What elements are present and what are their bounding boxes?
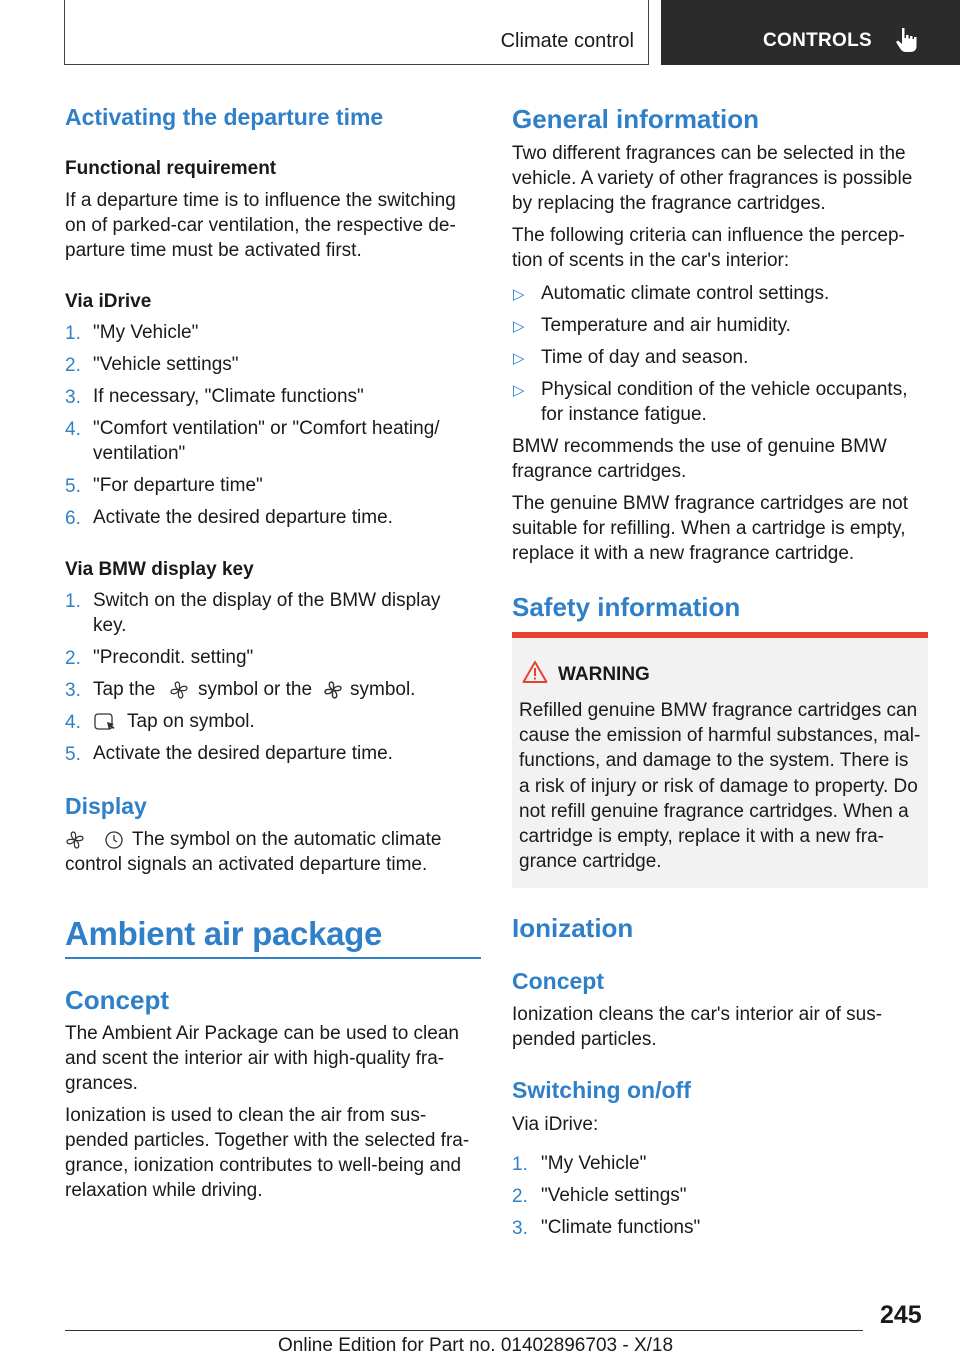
pointing-hand-icon (893, 26, 919, 54)
clock-icon (104, 830, 124, 850)
ambient-air-heading: Ambient air package (65, 915, 383, 952)
general-paragraph-1: Two different fragrances can be selected in the vehicle. A variety of other fragrances is possible by replacing the fragrance cartridges. (512, 143, 913, 214)
step-number: 1. (512, 1154, 528, 1175)
display-heading: Display (65, 793, 147, 819)
footer-edition: Online Edition for Part no. 01402896703 - X/18 (278, 1335, 674, 1356)
list-item: symbol. (350, 679, 416, 700)
display-text-line2: control signals an activated departure time. (65, 854, 428, 875)
general-information-heading: General information (512, 104, 760, 134)
step-number: 5. (65, 476, 81, 497)
fan-icon (65, 830, 85, 850)
list-item: "Vehicle settings" (541, 1185, 687, 1206)
warning-title: WARNING (558, 664, 650, 685)
step-number: 5. (65, 744, 81, 765)
step-number: 6. (65, 508, 81, 529)
list-item: "Vehicle settings" (93, 354, 239, 375)
concept-paragraph-2: Ionization is used to clean the air from sus- pended particles. Together with the selected fra- grance, ionization contributes to well-being and relaxation while driving. (65, 1105, 470, 1201)
list-item: If necessary, "Climate functions" (93, 386, 364, 407)
via-key-heading: Via BMW display key (65, 559, 254, 580)
warning-text: Refilled genuine BMW fragrance cartridges can cause the emission of harmful substances, mal- functions, and damage to the system. There is a risk of injury or risk of damage to property. Do not refill genuine fragrance cartridges. When a cartridge is empty, replace it with a new fra- grance cartridge. (519, 700, 921, 873)
page-number: 245 (880, 1301, 922, 1329)
ionization-heading: Ionization (512, 913, 634, 943)
list-item: Activate the desired departure time. (93, 743, 393, 764)
step-number: 2. (65, 355, 81, 376)
list-item: Tap on symbol. (127, 711, 255, 732)
list-item: symbol or the (198, 679, 313, 700)
safety-information-heading: Safety information (512, 592, 741, 622)
step-number: 2. (65, 648, 81, 669)
concept-paragraph-1: The Ambient Air Package can be used to clean and scent the interior air with high-quality fra- grances. (65, 1023, 459, 1094)
step-number: 2. (512, 1186, 528, 1207)
list-item: Temperature and air humidity. (541, 315, 791, 336)
header-chapter-box (661, 0, 960, 65)
warning-box (512, 632, 928, 888)
list-item: Switch on the display of the BMW display key. (93, 590, 441, 636)
step-number: 3. (65, 387, 81, 408)
general-paragraph-3: BMW recommends the use of genuine BMW fragrance cartridges. (512, 436, 887, 482)
via-idrive-heading: Via iDrive (65, 291, 152, 312)
list-item: "Precondit. setting" (93, 647, 254, 668)
general-paragraph-4: The genuine BMW fragrance cartridges are not suitable for refilling. When a cartridge is empty, replace it with a new fragrance cartridge. (512, 493, 909, 564)
fan-icon (169, 680, 189, 700)
warning-triangle-icon (522, 660, 548, 684)
list-item: Tap the (93, 679, 156, 700)
step-number: 1. (65, 323, 81, 344)
step-number: 1. (65, 591, 81, 612)
list-item: "For departure time" (93, 475, 263, 496)
footer-rule (65, 1330, 863, 1331)
departure-heading: Activating the departure time (65, 104, 384, 130)
header-section-title: Climate control (500, 30, 634, 52)
heating-fan-icon (323, 680, 343, 700)
functional-requirement-text: If a departure time is to influence the switching on of parked-car ventilation, the respective de- parture time must be activated first. (65, 190, 456, 261)
switching-heading: Switching on/off (512, 1077, 691, 1103)
list-item: "Comfort ventilation" or "Comfort heating/ ventilation" (93, 418, 440, 464)
heading-rule (65, 957, 481, 959)
bullet-triangle-icon: ▷ (513, 318, 525, 335)
functional-requirement-heading: Functional requirement (65, 158, 277, 179)
list-item: Activate the desired departure time. (93, 507, 393, 528)
list-item: Time of day and season. (541, 347, 749, 368)
list-item: "Climate functions" (541, 1217, 701, 1238)
list-item: Automatic climate control settings. (541, 283, 830, 304)
header-section-box (64, 0, 649, 65)
ionization-concept-text: Ionization cleans the car's interior air of sus- pended particles. (512, 1004, 883, 1050)
list-item: Physical condition of the vehicle occupants, for instance fatigue. (541, 379, 908, 425)
display-text-line1: The symbol on the automatic climate (132, 829, 442, 850)
step-number: 4. (65, 419, 81, 440)
step-number: 3. (65, 680, 81, 701)
step-number: 3. (512, 1218, 528, 1239)
ionization-concept-heading: Concept (512, 968, 604, 994)
concept-heading: Concept (65, 985, 169, 1015)
clock-tap-icon (94, 712, 116, 732)
general-paragraph-2: The following criteria can influence the percep- tion of scents in the car's interior: (512, 225, 905, 271)
bullet-triangle-icon: ▷ (513, 286, 525, 303)
list-item: "My Vehicle" (541, 1153, 647, 1174)
bullet-triangle-icon: ▷ (513, 350, 525, 367)
list-item: "My Vehicle" (93, 322, 199, 343)
header-chapter-title: CONTROLS (763, 30, 873, 51)
via-idrive-label: Via iDrive: (512, 1114, 599, 1135)
step-number: 4. (65, 712, 81, 733)
bullet-triangle-icon: ▷ (513, 382, 525, 399)
